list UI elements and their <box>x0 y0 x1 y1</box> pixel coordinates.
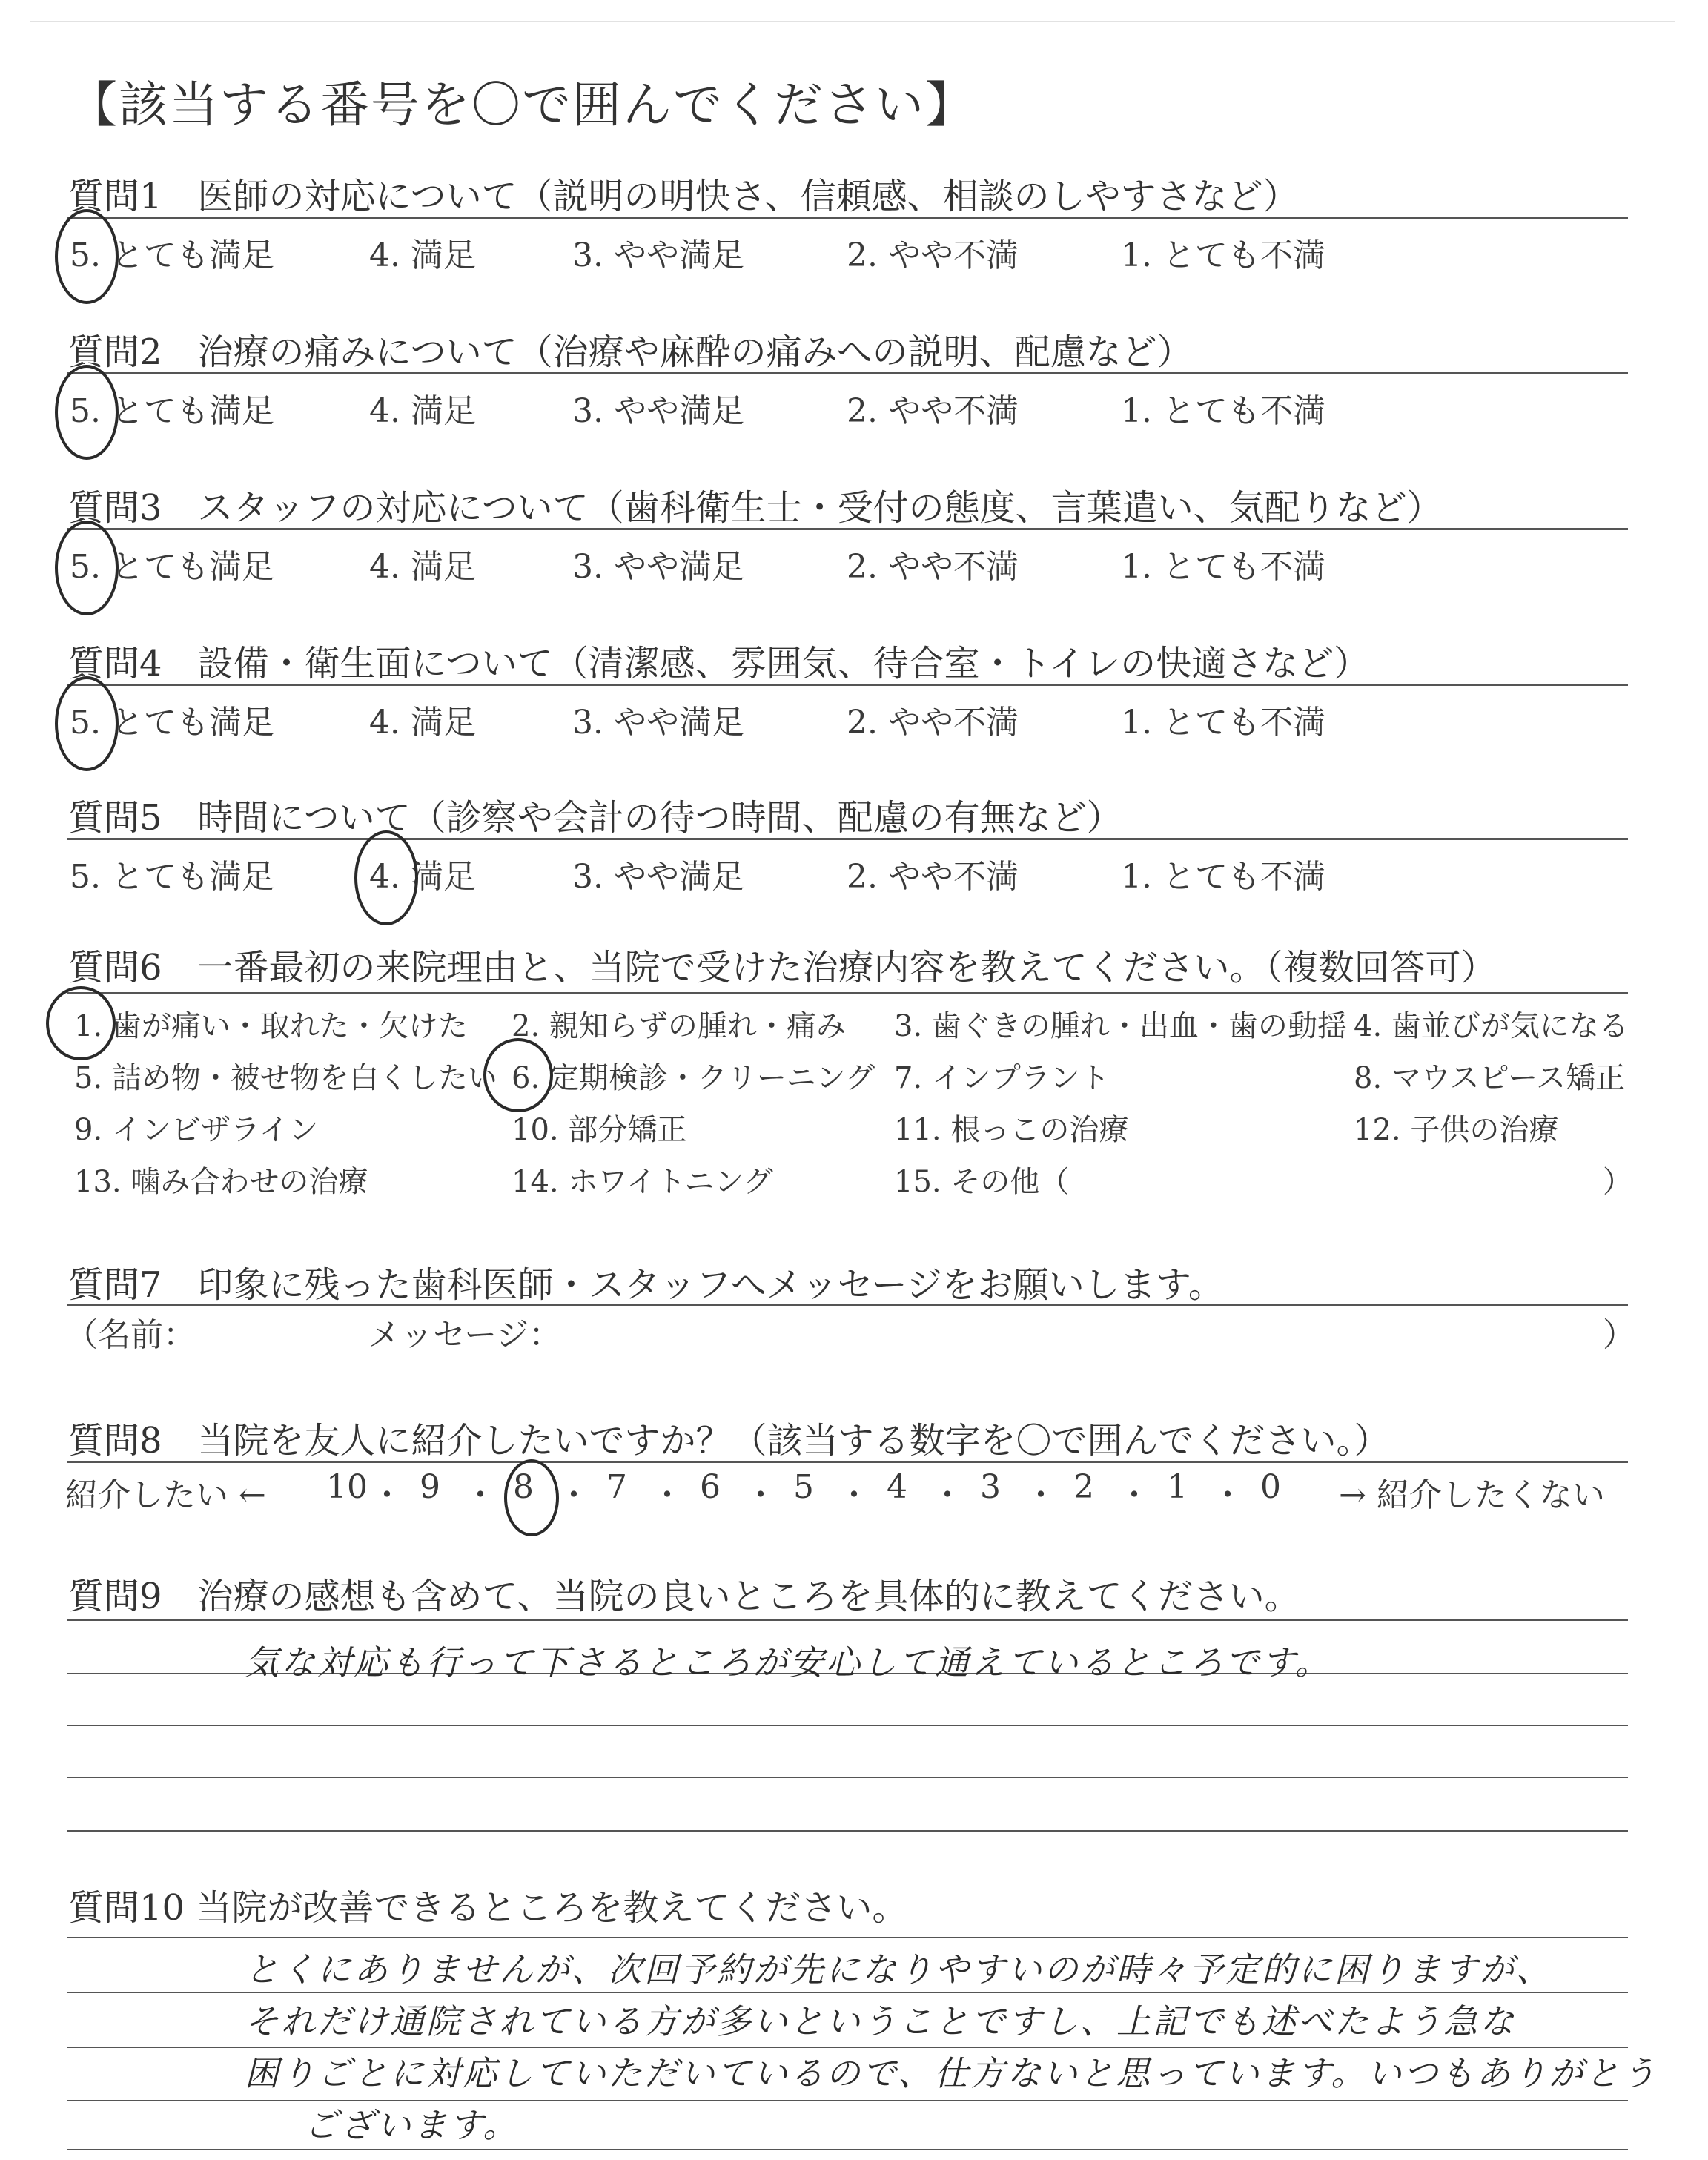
q8-right-label: → 紹介したくない <box>1339 1476 1605 1514</box>
q5-answer-circle <box>354 830 418 925</box>
q9-handwritten-answer[interactable]: 気な対応も行って下さるところが安心して通えているところです。 <box>245 1642 1331 1682</box>
q10-handwritten-line-4[interactable]: ございます。 <box>304 2105 520 2145</box>
q8-answer-circle <box>504 1459 559 1536</box>
q6-option-3[interactable]: 3. 歯ぐきの腫れ・出血・歯の動揺 <box>894 1009 1347 1043</box>
question-9: 質問9 治療の感想も含めて、当院の良いところを具体的に教えてください。 <box>68 1576 1300 1617</box>
q8-scale-7[interactable]: 7 <box>606 1468 627 1506</box>
q5-option-4[interactable]: 4. 満足 <box>369 858 476 896</box>
q4-option-3[interactable]: 3. やや満足 <box>572 704 744 742</box>
q6-option-14[interactable]: 14. ホワイトニング <box>512 1165 773 1199</box>
question-2: 質問2 治療の痛みについて（治療や麻酔の痛みへの説明、配慮など） <box>68 331 1193 373</box>
q8-separator-dot: ・ <box>464 1476 497 1514</box>
q2-option-3[interactable]: 3. やや満足 <box>572 392 744 430</box>
q3-option-2[interactable]: 2. やや不満 <box>847 548 1019 586</box>
q8-scale-3[interactable]: 3 <box>980 1468 1001 1506</box>
q9-writing-line <box>67 1619 1628 1621</box>
q8-separator-dot: ・ <box>1025 1476 1057 1514</box>
q1-answer-circle <box>55 209 119 304</box>
q8-separator-dot: ・ <box>371 1476 403 1514</box>
question-5: 質問5 時間について（診察や会計の待つ時間、配慮の有無など） <box>68 797 1122 839</box>
q5-option-5[interactable]: 5. とても満足 <box>70 858 274 896</box>
q9-writing-line <box>67 1725 1628 1726</box>
q4-option-2[interactable]: 2. やや不満 <box>847 704 1019 742</box>
q2-option-5[interactable]: 5. とても満足 <box>70 392 274 430</box>
q5-option-2[interactable]: 2. やや不満 <box>847 858 1019 896</box>
q8-separator-dot: ・ <box>1118 1476 1151 1514</box>
q8-scale-10[interactable]: 10 <box>326 1468 368 1506</box>
question-10: 質問10 当院が改善できるところを教えてください。 <box>68 1887 908 1929</box>
q1-option-4[interactable]: 4. 満足 <box>369 237 476 274</box>
q8-scale-9[interactable]: 9 <box>420 1468 440 1506</box>
q10-writing-line <box>67 1937 1628 1938</box>
q5-option-3[interactable]: 3. やや満足 <box>572 858 744 896</box>
q10-writing-line <box>67 2149 1628 2150</box>
q6-option-13[interactable]: 13. 噛み合わせの治療 <box>74 1165 368 1199</box>
q5-option-1[interactable]: 1. とても不満 <box>1121 858 1325 896</box>
question-8-rule <box>67 1461 1628 1463</box>
question-8: 質問8 当院を友人に紹介したいですか？（該当する数字を〇で囲んでください。） <box>68 1420 1390 1462</box>
q8-left-label: 紹介したい ← <box>65 1476 266 1514</box>
q10-handwritten-line-3[interactable]: 困りごとに対応していただいているので、仕方ないと思っています。いつもありがとう <box>245 2053 1658 2093</box>
q3-option-3[interactable]: 3. やや満足 <box>572 548 744 586</box>
q1-option-5[interactable]: 5. とても満足 <box>70 237 274 274</box>
question-6-rule <box>67 992 1628 994</box>
q6-option-9[interactable]: 9. インビザライン <box>74 1113 319 1147</box>
question-3: 質問3 スタッフの対応について（歯科衛生士・受付の態度、言葉遣い、気配りなど） <box>68 487 1443 529</box>
q6-answer-circle-1 <box>46 986 116 1060</box>
q8-scale-2[interactable]: 2 <box>1073 1468 1094 1506</box>
q1-option-1[interactable]: 1. とても不満 <box>1121 237 1325 274</box>
q6-option-4[interactable]: 4. 歯並びが気になる <box>1354 1009 1629 1043</box>
question-4: 質問4 設備・衛生面について（清潔感、雰囲気、待合室・トイレの快適さなど） <box>68 643 1370 684</box>
question-3-rule <box>67 528 1628 530</box>
q1-option-3[interactable]: 3. やや満足 <box>572 237 744 274</box>
q6-option-7[interactable]: 7. インプラント <box>894 1061 1110 1095</box>
q6-answer-circle-6 <box>483 1038 553 1112</box>
q6-option-10[interactable]: 10. 部分矯正 <box>512 1113 687 1147</box>
q6-option-15[interactable]: 15. その他（ <box>894 1165 1070 1199</box>
question-1-rule <box>67 217 1628 219</box>
q10-writing-line <box>67 1992 1628 1993</box>
q7-message-label[interactable]: メッセージ： <box>368 1316 562 1354</box>
q4-option-5[interactable]: 5. とても満足 <box>70 704 274 742</box>
q3-option-4[interactable]: 4. 満足 <box>369 548 476 586</box>
question-7-rule <box>67 1304 1628 1306</box>
q2-answer-circle <box>55 365 119 460</box>
q2-option-1[interactable]: 1. とても不満 <box>1121 392 1325 430</box>
question-2-rule <box>67 372 1628 374</box>
question-4-rule <box>67 684 1628 686</box>
q7-close-paren: ） <box>1603 1316 1635 1354</box>
q6-other-close-paren: ） <box>1603 1165 1632 1199</box>
q8-scale-8[interactable]: 8 <box>513 1468 534 1506</box>
q6-option-1[interactable]: 1. 歯が痛い・取れた・欠けた <box>74 1009 468 1043</box>
q10-handwritten-line-1[interactable]: とくにありませんが、次回予約が先になりやすいのが時々予定的に困りますが、 <box>245 1949 1552 1989</box>
q9-writing-line <box>67 1777 1628 1778</box>
scan-top-edge <box>30 21 1675 22</box>
q6-option-12[interactable]: 12. 子供の治療 <box>1354 1113 1559 1147</box>
q4-option-1[interactable]: 1. とても不満 <box>1121 704 1325 742</box>
q8-scale-1[interactable]: 1 <box>1167 1468 1188 1506</box>
q6-option-5[interactable]: 5. 詰め物・被せ物を白くしたい <box>74 1061 497 1095</box>
q7-name-label[interactable]: （名前： <box>65 1316 196 1354</box>
q8-separator-dot: ・ <box>651 1476 683 1514</box>
q8-scale-0[interactable]: 0 <box>1260 1468 1281 1506</box>
question-7: 質問7 印象に残った歯科医師・スタッフへメッセージをお願いします。 <box>68 1264 1224 1306</box>
q8-scale-5[interactable]: 5 <box>793 1468 814 1506</box>
q3-answer-circle <box>55 521 119 615</box>
q8-separator-dot: ・ <box>1211 1476 1244 1514</box>
question-6: 質問6 一番最初の来院理由と、当院で受けた治療内容を教えてください。（複数回答可） <box>68 947 1497 988</box>
q1-option-2[interactable]: 2. やや不満 <box>847 237 1019 274</box>
q3-option-1[interactable]: 1. とても不満 <box>1121 548 1325 586</box>
q6-option-11[interactable]: 11. 根っこの治療 <box>894 1113 1129 1147</box>
question-1: 質問1 医師の対応について（説明の明快さ、信頼感、相談のしやすさなど） <box>68 176 1299 217</box>
q4-option-4[interactable]: 4. 満足 <box>369 704 476 742</box>
q3-option-5[interactable]: 5. とても満足 <box>70 548 274 586</box>
q6-option-2[interactable]: 2. 親知らずの腫れ・痛み <box>512 1009 846 1043</box>
q6-option-6[interactable]: 6. 定期検診・クリーニング <box>512 1061 875 1095</box>
page-title: 【該当する番号を〇で囲んでください】 <box>68 76 976 133</box>
q8-separator-dot: ・ <box>931 1476 964 1514</box>
q2-option-4[interactable]: 4. 満足 <box>369 392 476 430</box>
q10-writing-line <box>67 2100 1628 2101</box>
q8-separator-dot: ・ <box>744 1476 777 1514</box>
q8-separator-dot: ・ <box>838 1476 870 1514</box>
q4-answer-circle <box>55 676 119 771</box>
q8-scale-4[interactable]: 4 <box>887 1468 907 1506</box>
question-5-rule <box>67 838 1628 840</box>
q8-separator-dot: ・ <box>557 1476 590 1514</box>
q2-option-2[interactable]: 2. やや不満 <box>847 392 1019 430</box>
q6-option-8[interactable]: 8. マウスピース矯正 <box>1354 1061 1626 1095</box>
q9-writing-line <box>67 1830 1628 1832</box>
q8-scale-6[interactable]: 6 <box>700 1468 721 1506</box>
q10-handwritten-line-2[interactable]: それだけ通院されている方が多いということですし、上記でも述べたよう急な <box>245 2001 1516 2041</box>
